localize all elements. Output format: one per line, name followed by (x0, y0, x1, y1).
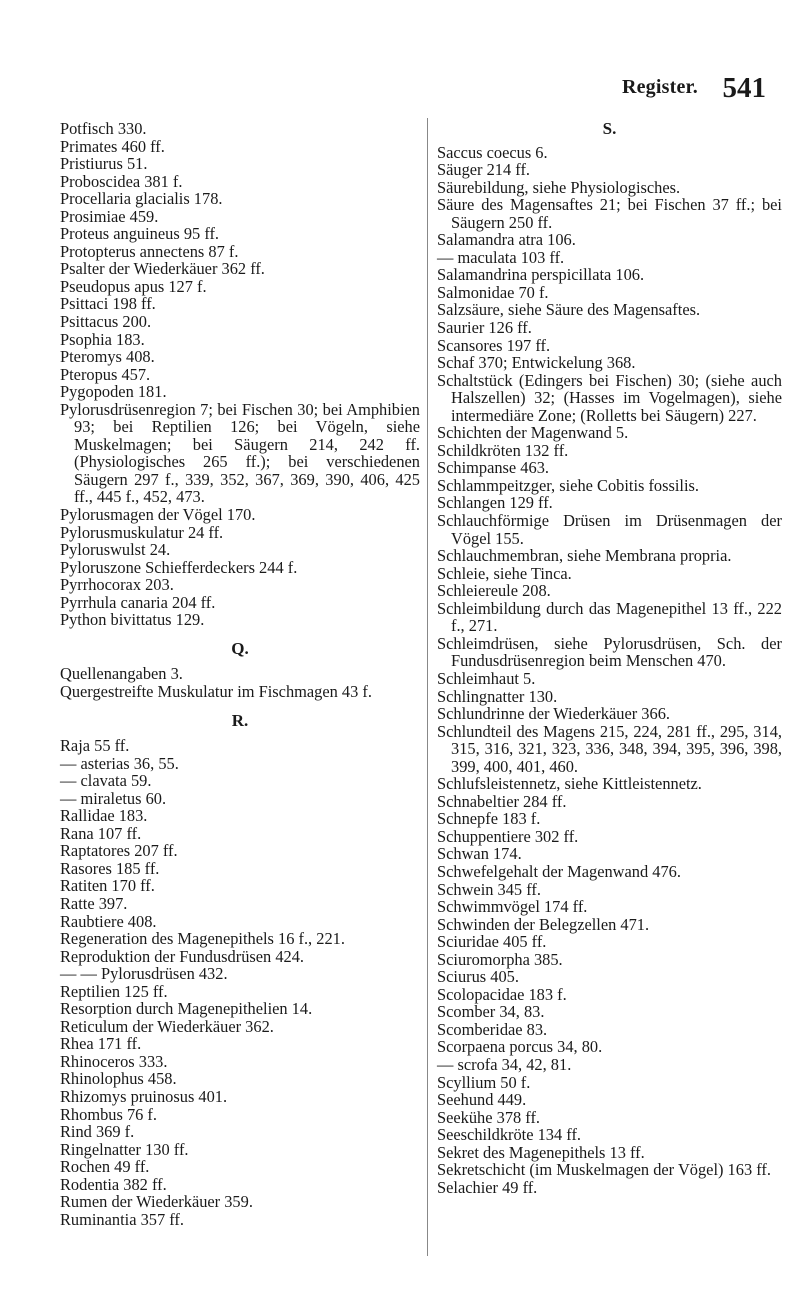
index-entry: Schleimhaut 5. (437, 668, 536, 688)
index-entry: Scomberidae 83. (437, 1019, 548, 1039)
left-column (60, 120, 420, 1228)
index-entry: Rallidae 183. (60, 806, 148, 826)
s-entries (437, 144, 782, 1197)
index-entry: Rochen 49 ff. (60, 1157, 150, 1177)
page-header (0, 72, 800, 106)
index-entry: Reproduktion der Fundusdrüsen 424. (60, 946, 305, 966)
index-entry: Schlauchmembran, siehe Membrana propria. (437, 546, 732, 566)
index-entry: Säuger 214 ff. (437, 160, 531, 180)
index-entry: Seehund 449. (437, 1090, 527, 1110)
index-entry: Schnabeltier 284 ff. (437, 791, 567, 811)
index-entry: Schleimdrüsen, siehe Pylorusdrüsen, Sch. der Fundusdrüsenregion beim Menschen 470. (437, 633, 782, 671)
section-heading-r: R. (231, 710, 249, 730)
index-entry: — clavata 59. (60, 771, 152, 791)
index-entry: Säurebildung, siehe Physiologisches. (437, 177, 681, 197)
index-entry: Schwein 345 ff. (437, 879, 541, 899)
index-entry: Schaf 370; Entwickelung 368. (437, 353, 636, 373)
index-entry: Salmonidae 70 f. (437, 282, 549, 302)
index-entry: — maculata 103 ff. (437, 247, 565, 267)
index-entry: Schlammpeitzger, siehe Cobitis fossilis. (437, 475, 700, 495)
right-column (437, 120, 782, 1196)
index-entry: Reptilien 125 ff. (60, 981, 168, 1001)
index-entry: Proboscidea 381 f. (60, 171, 183, 191)
index-entry: Pseudopus apus 127 f. (60, 276, 207, 296)
index-entry: Raubtiere 408. (60, 911, 157, 931)
index-entry: Selachier 49 ff. (437, 1177, 538, 1197)
index-entry: Proteus anguineus 95 ff. (60, 224, 220, 244)
index-entry: Pylorusdrüsenregion 7; bei Fischen 30; bei Amphibien 93; bei Reptilien 126; bei Vögeln, siehe Muskelmagen; bei Säugern 214, 242 ff. (Physiologisches 265 ff.); bei verschiedenen Säugern 297 f., 339, 352, 367, 369, 390, 406, 425 ff., 445 f., 452, 473. (60, 399, 420, 507)
index-entry: Schlundteil des Magens 215, 224, 281 ff., 295, 314, 315, 316, 321, 323, 336, 348, 394, 395, 396, 398, 399, 400, 401, 460. (437, 721, 782, 776)
index-entry: Psittaci 198 ff. (60, 294, 156, 314)
index-entry: Ringelnatter 130 ff. (60, 1139, 189, 1159)
index-entry: Psittacus 200. (60, 312, 152, 332)
index-entry: Seeschildkröte 134 ff. (437, 1125, 581, 1145)
index-entry: Rana 107 ff. (60, 823, 142, 843)
index-entry: Pygopoden 181. (60, 382, 167, 402)
index-entry: Saccus coecus 6. (437, 142, 548, 162)
index-entry: Primates 460 ff. (60, 136, 165, 156)
index-entry: Pyloruszone Schiefferdeckers 244 f. (60, 557, 298, 577)
index-entry: Rodentia 382 ff. (60, 1174, 167, 1194)
section-heading-s: S. (602, 119, 617, 138)
index-entry: Schleiereule 208. (437, 581, 551, 601)
index-entry: Schnepfe 183 f. (437, 809, 541, 829)
index-entry: Regeneration des Magenepithels 16 f., 221. (60, 929, 345, 949)
index-entry: Schwinden der Belegzellen 471. (437, 914, 650, 934)
index-entry: Rhea 171 ff. (60, 1034, 142, 1054)
index-entry: Schlufsleistennetz, siehe Kittleistennetz. (437, 774, 702, 794)
index-entry: Rumen der Wiederkäuer 359. (60, 1192, 253, 1212)
index-entry: Pyrrhocorax 203. (60, 575, 174, 595)
section-heading-q: Q. (231, 638, 249, 658)
index-entry: Schleie, siehe Tinca. (437, 563, 572, 583)
index-entry: Protopterus annectens 87 f. (60, 241, 239, 261)
index-entry: Rasores 185 ff. (60, 858, 160, 878)
index-entry: Schuppentiere 302 ff. (437, 826, 579, 846)
index-entry: Quellenangaben 3. (60, 664, 183, 684)
index-entry: Rind 369 f. (60, 1122, 135, 1142)
index-entry: — miraletus 60. (60, 788, 167, 808)
index-entry: Psalter der Wiederkäuer 362 ff. (60, 259, 265, 279)
r-entries (60, 737, 420, 1228)
index-entry: Salzsäure, siehe Säure des Magensaftes. (437, 300, 701, 320)
index-entry: Procellaria glacialis 178. (60, 189, 223, 209)
index-entry: Saurier 126 ff. (437, 318, 532, 338)
index-entry: Schlingnatter 130. (437, 686, 558, 706)
index-entry: — — Pylorusdrüsen 432. (60, 964, 228, 984)
index-entry: Schildkröten 132 ff. (437, 440, 569, 460)
index-entry: Prosimiae 459. (60, 206, 159, 226)
index-entry: Scorpaena porcus 34, 80. (437, 1037, 603, 1057)
index-entry: Ratte 397. (60, 893, 128, 913)
index-entry: Quergestreifte Muskulatur im Fischmagen 43 f. (60, 681, 372, 701)
index-entry: Salamandrina perspicillata 106. (437, 265, 645, 285)
index-entry: Pteropus 457. (60, 364, 151, 384)
index-entry: Scansores 197 ff. (437, 335, 551, 355)
index-entry: Schwimmvögel 174 ff. (437, 897, 588, 917)
index-entry: Ruminantia 357 ff. (60, 1209, 184, 1229)
index-entry: Schleimbildung durch das Magenepithel 13 ff., 222 f., 271. (437, 598, 782, 636)
running-title: Register. (621, 76, 698, 98)
index-entry: Sekretschicht (im Muskelmagen der Vögel) 163 ff. (437, 1160, 771, 1180)
index-entry: Pyloruswulst 24. (60, 540, 171, 560)
index-entry: Resorption durch Magenepithelien 14. (60, 999, 313, 1019)
index-entry: Python bivittatus 129. (60, 610, 205, 630)
index-entry: Schwefelgehalt der Magenwand 476. (437, 861, 681, 881)
index-entry: Sekret des Magenepithels 13 ff. (437, 1142, 645, 1162)
index-entry: — asterias 36, 55. (60, 753, 179, 773)
index-entry: Raja 55 ff. (60, 736, 130, 756)
index-entry: Reticulum der Wiederkäuer 362. (60, 1016, 274, 1036)
index-entry: Rhizomys pruinosus 401. (60, 1086, 228, 1106)
p-entries (60, 120, 420, 629)
index-entry: Schwan 174. (437, 844, 522, 864)
index-entry: Pyrrhula canaria 204 ff. (60, 592, 216, 612)
index-entry: Sciuridae 405 ff. (437, 932, 547, 952)
index-entry: Schlangen 129 ff. (437, 493, 553, 513)
index-entry: Raptatores 207 ff. (60, 841, 178, 861)
index-entry: Pylorusmagen der Vögel 170. (60, 505, 256, 525)
index-entry: Psophia 183. (60, 329, 145, 349)
index-entry: Sciurus 405. (437, 967, 519, 987)
index-entry: Schlauchförmige Drüsen im Drüsenmagen der Vögel 155. (437, 511, 782, 548)
q-entries (60, 665, 420, 700)
index-entry: Säure des Magensaftes 21; bei Fischen 37 ff.; bei Säugern 250 ff. (437, 195, 782, 232)
index-entry: Scyllium 50 f. (437, 1072, 531, 1092)
index-entry: Schaltstück (Edingers bei Fischen) 30; (siehe auch Halszellen) 32; (Hasses im Vogelmagen), siehe intermediäre Zone; (Rolletts bei Säugern) 227. (437, 370, 782, 425)
index-entry: Scolopacidae 183 f. (437, 984, 567, 1004)
index-entry: Ratiten 170 ff. (60, 876, 155, 896)
index-entry: Schlundrinne der Wiederkäuer 366. (437, 704, 670, 724)
page-number: 541 (722, 72, 766, 104)
column-divider (427, 118, 428, 1256)
index-entry: Salamandra atra 106. (437, 230, 576, 250)
index-entry: Seekühe 378 ff. (437, 1107, 541, 1127)
index-entry: Pylorusmuskulatur 24 ff. (60, 522, 224, 542)
index-entry: Schichten der Magenwand 5. (437, 423, 629, 443)
index-entry: Potfisch 330. (60, 119, 147, 138)
index-entry: Pteromys 408. (60, 347, 155, 367)
index-entry: Sciuromorpha 385. (437, 949, 563, 969)
index-entry: Scomber 34, 83. (437, 1002, 545, 1022)
index-entry: Rhombus 76 f. (60, 1104, 157, 1124)
index-entry: — scrofa 34, 42, 81. (437, 1054, 572, 1074)
index-entry: Pristiurus 51. (60, 154, 148, 174)
index-entry: Rhinolophus 458. (60, 1069, 177, 1089)
index-entry: Rhinoceros 333. (60, 1051, 168, 1071)
index-entry: Schimpanse 463. (437, 458, 549, 478)
